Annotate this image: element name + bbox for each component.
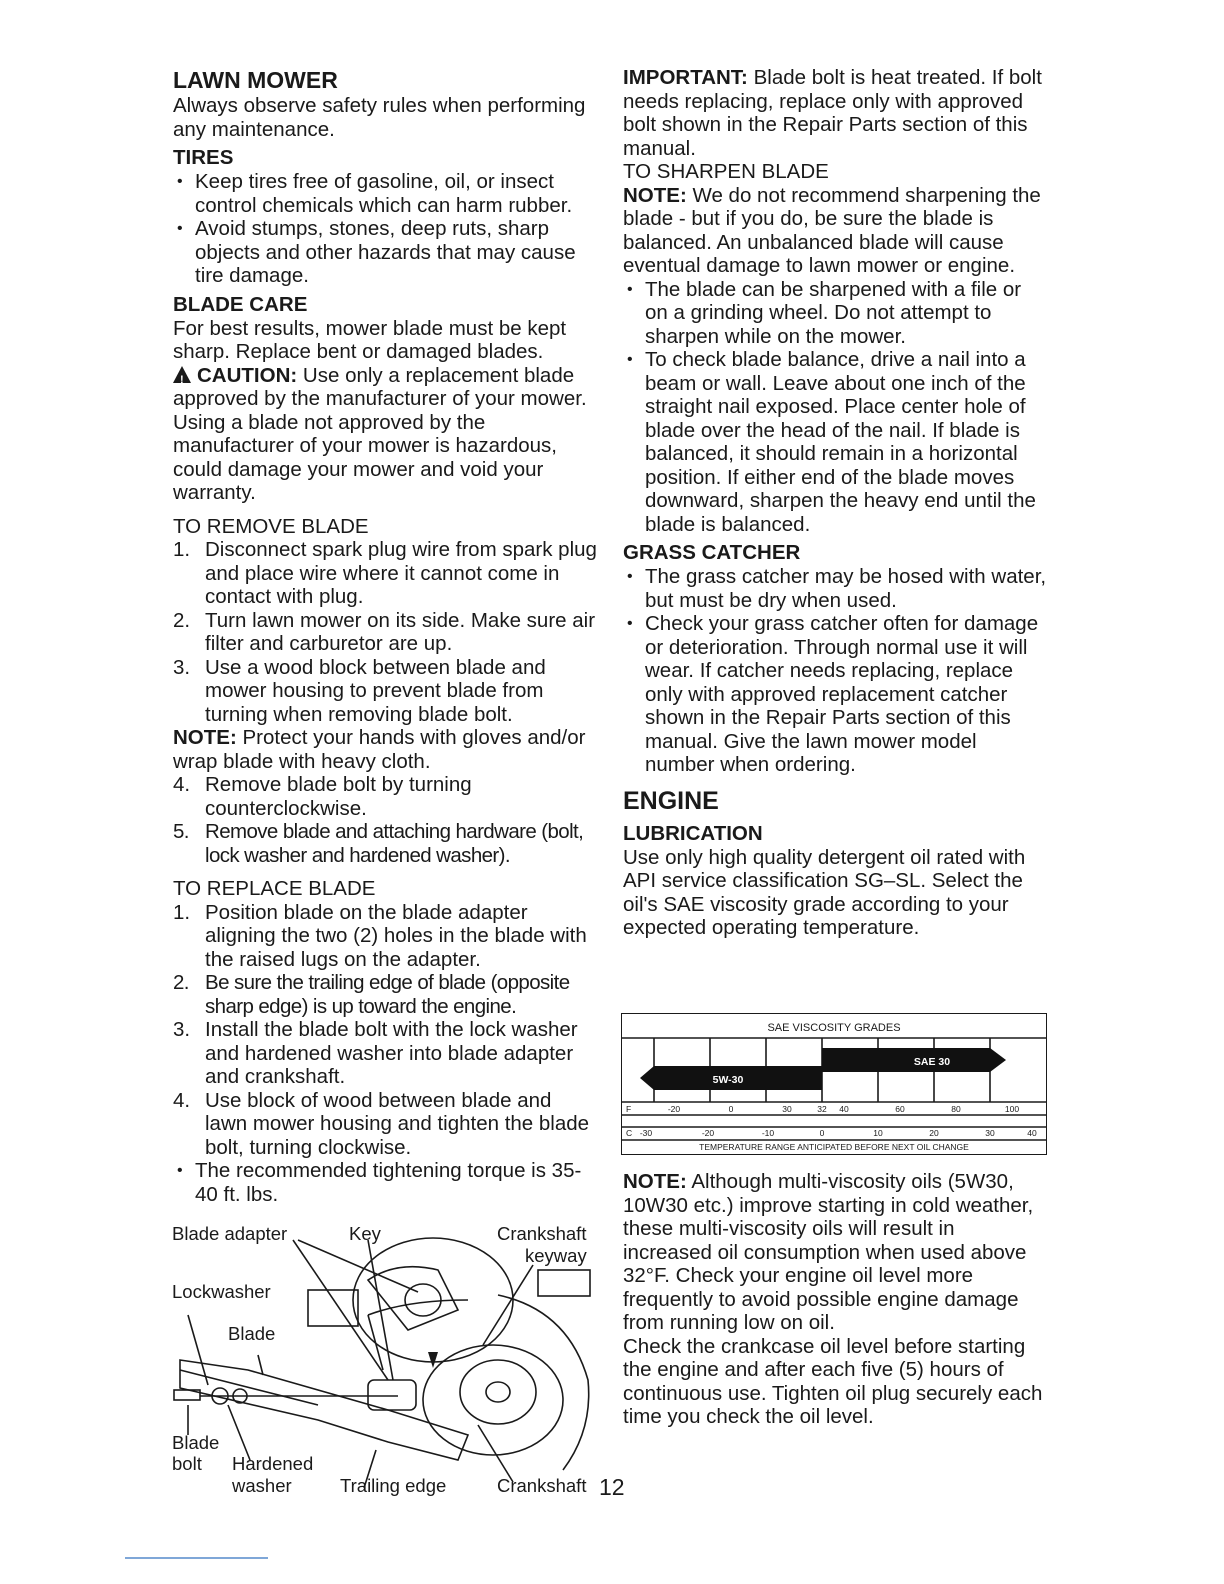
list-item: • To check blade balance, drive a nail into a beam or wall. Leave about one inch of the straight nail exposed. Place center hole of blade over the head of the nail. If blade is balanced, it should remain in a horizontal position. If either end of the blade moves downward, sharpen the heavy end until the blade is balanced. [623,348,1048,536]
label-blade-bolt-2: bolt [172,1453,202,1474]
f-tick: -20 [667,1104,681,1114]
replace-steps [173,901,598,1160]
sharpen-note: NOTE: We do not recommend sharpening the blade - but if you do, be sure the blade is balanced. An unbalanced blade will cause eventual damage to lawn mower or engine. [623,183,1041,277]
sharpen-heading: TO SHARPEN BLADE [623,160,829,183]
blade-care-heading: BLADE CARE [173,292,308,316]
check-oil-text: Check the crankcase oil level before starting the engine and after each five (5) hours of continuous use. Tighten oil plug securely each time you check the oil level. [623,1334,1043,1428]
c-tick: 40 [1027,1128,1037,1138]
list-item: • Check your grass catcher often for damage or deterioration. Through normal use it will wear. If catcher needs replacing, replace only with approved replacement catcher shown in the Repair Parts section of this manual. Give the lawn mower model number when ordering. [623,612,1048,777]
c-tick: -30 [639,1128,653,1138]
label-blade-bolt-1: Blade [172,1432,220,1453]
list-item: • Avoid stumps, stones, deep ruts, sharp objects and other hazards that may cause tire damage. [173,217,598,288]
f-tick: 40 [839,1104,849,1114]
caution-text: Use only a replacement blade approved by the manufacturer of your mower. Using a blade not approved by the manufacturer of your mower is hazardous, could damage your mower and void your warranty. [173,363,587,504]
c-tick: 10 [873,1128,883,1138]
label-trailing-edge: Trailing edge [340,1475,447,1496]
list-item: • The recommended tightening torque is 35-40 ft. lbs. [173,1159,598,1206]
right-column [623,66,1048,940]
f-tick: 0 [728,1104,734,1114]
lawn-mower-heading: LAWN MOWER [173,67,338,93]
f-tick: 32 [817,1104,827,1114]
grass-catcher-heading: GRASS CATCHER [623,541,801,564]
blade-care-text: For best results, mower blade must be kept sharp. Replace bent or damaged blades. [173,316,567,363]
label-blade: Blade [228,1323,276,1344]
replace-blade-heading: TO REPLACE BLADE [173,877,376,900]
right-column-lower [623,1170,1048,1429]
bottom-rule [125,1557,268,1559]
tires-list [173,170,598,288]
chart-footer: TEMPERATURE RANGE ANTICIPATED BEFORE NEXT OIL CHANGE [699,1142,969,1152]
chart-title: SAE VISCOSITY GRADES [767,1022,901,1034]
caution-paragraph [173,364,598,505]
lawn-mower-intro: Always observe safety rules when performing any maintenance. [173,94,586,141]
f-tick: 80 [951,1104,961,1114]
label-hardened-washer-2: washer [232,1475,292,1496]
remove-blade-heading: TO REMOVE BLADE [173,514,369,538]
label-lockwasher: Lockwasher [172,1281,271,1302]
list-item: 1. Position blade on the blade adapter aligning the two (2) holes in the blade with the raised lugs on the adapter. [173,900,587,971]
label-hardened-washer-1: Hardened [232,1453,314,1474]
f-scale-label: F [626,1104,632,1114]
viscosity-chart-svg [622,1014,1046,1154]
list-item: 3. Install the blade bolt with the lock washer and hardened washer into blade adapter and crankshaft. [173,1018,578,1088]
list-item: • Keep tires free of gasoline, oil, or insect control chemicals which can harm rubber. [173,170,598,217]
c-tick: -20 [701,1128,715,1138]
caution-label: CAUTION: [197,363,298,387]
c-tick: 0 [819,1128,825,1138]
label-crankshaft-keyway-1: Crankshaft [497,1223,587,1244]
blade-assembly-diagram [168,1220,600,1502]
f-tick: 100 [1004,1104,1020,1114]
list-item: • The grass catcher may be hosed with water, but must be dry when used. [623,565,1048,612]
label-crankshaft: Crankshaft [497,1475,587,1496]
c-tick: -10 [761,1128,775,1138]
list-item: 4. Remove blade bolt by turning counterclockwise. [173,773,472,820]
list-item: 5. Remove blade and attaching hardware (bolt, lock washer and hardened washer). [173,820,584,867]
engine-heading: ENGINE [623,786,719,815]
list-item: 4. Use block of wood between blade and lawn mower housing and tighten the blade bolt, turning clockwise. [173,1088,590,1159]
remove-note: NOTE: Protect your hands with gloves and/or wrap blade with heavy cloth. [173,726,586,773]
label-key: Key [349,1223,381,1244]
c-tick: 30 [985,1128,995,1138]
warning-icon [173,366,191,383]
tires-heading: TIRES [173,146,234,169]
c-tick: 20 [929,1128,939,1138]
important-paragraph: IMPORTANT: Blade bolt is heat treated. If bolt needs replacing, replace only with approved bolt shown in the Repair Parts section of this manual. [623,66,1042,160]
remove-steps-b [173,773,598,867]
multi-viscosity-note: NOTE: Although multi-viscosity oils (5W30, 10W30 etc.) improve starting in cold weather, these multi-viscosity oils will result in increased oil consumption when used above 32°F. Check your engine oil level more frequently to avoid possible engine damage from running low on oil. [623,1170,1034,1334]
remove-steps-a [173,538,598,726]
f-tick: 30 [782,1104,792,1114]
lubrication-heading: LUBRICATION [623,821,763,845]
c-scale-label: C [626,1128,633,1138]
important-label: IMPORTANT: [623,66,748,89]
grade-label-5w30: 5W-30 [712,1074,744,1086]
torque-list [173,1159,598,1206]
list-item: 1. Disconnect spark plug wire from spark plug and place wire where it cannot come in contact with plug. [173,538,597,608]
label-blade-adapter: Blade adapter [172,1223,288,1244]
list-item: 3. Use a wood block between blade and mower housing to prevent blade from turning when removing blade bolt. [173,655,546,726]
page-number: 12 [599,1474,625,1500]
lubrication-text: Use only high quality detergent oil rated with API service classification SG–SL. Select the oil's SAE viscosity grade according to your expected operating temperature. [623,845,1026,939]
sae-viscosity-chart [621,1013,1047,1155]
grade-label-sae30: SAE 30 [913,1056,951,1068]
left-column [173,66,598,1206]
grass-catcher-list [623,565,1048,777]
sharpen-list [623,278,1048,537]
list-item: 2. Be sure the trailing edge of blade (opposite sharp edge) is up toward the engine. [173,971,570,1018]
label-crankshaft-keyway-2: keyway [525,1245,587,1266]
list-item: • The blade can be sharpened with a file or on a grinding wheel. Do not attempt to sharpen while on the mower. [623,278,1048,349]
list-item: 2. Turn lawn mower on its side. Make sure air filter and carburetor are up. [173,608,596,655]
f-tick: 60 [895,1104,905,1114]
